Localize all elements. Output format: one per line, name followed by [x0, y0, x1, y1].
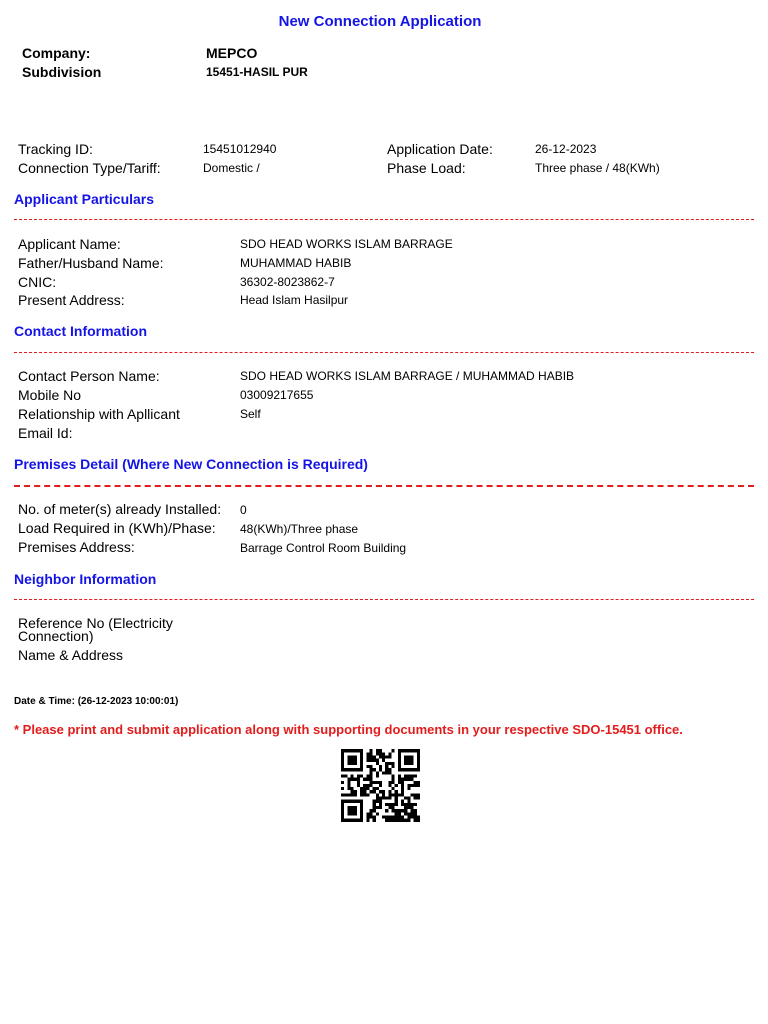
date-time-stamp: Date & Time: (26-12-2023 10:00:01)	[14, 696, 179, 707]
tracking-id-value: 15451012940	[203, 142, 277, 156]
section-neighbor-information: Neighbor Information	[14, 571, 157, 587]
name-address-label: Name & Address	[18, 647, 124, 663]
section-premises-detail: Premises Detail (Where New Connection is Required)	[14, 456, 368, 472]
father-name-label: Father/Husband Name:	[18, 255, 164, 271]
contact-person-value: SDO HEAD WORKS ISLAM BARRAGE / MUHAMMAD HABIB	[240, 369, 575, 383]
premises-address-value: Barrage Control Room Building	[240, 541, 407, 555]
mobile-label: Mobile No	[18, 387, 82, 403]
mobile-value: 03009217655	[240, 388, 314, 402]
subdivision-label: Subdivision	[22, 64, 102, 80]
section-divider	[14, 219, 754, 220]
section-divider	[14, 599, 754, 600]
relationship-value: Self	[240, 407, 261, 421]
connection-type-value: Domestic /	[203, 161, 260, 175]
section-divider	[14, 352, 754, 353]
email-label: Email Id:	[18, 425, 73, 441]
phase-load-label: Phase Load:	[387, 160, 466, 176]
father-name-value: MUHAMMAD HABIB	[240, 256, 352, 270]
present-address-value: Head Islam Hasilpur	[240, 293, 349, 307]
qr-code-icon	[341, 749, 420, 822]
connection-type-label: Connection Type/Tariff:	[18, 160, 161, 176]
contact-person-label: Contact Person Name:	[18, 368, 160, 384]
page-title: New Connection Application	[278, 13, 482, 30]
submission-notice: * Please print and submit application along with supporting documents in your respective SDO-15451 office.	[14, 722, 683, 737]
load-required-label: Load Required in (KWh)/Phase:	[18, 520, 216, 536]
phase-load-value: Three phase / 48(KWh)	[535, 161, 660, 175]
application-date-label: Application Date:	[387, 141, 493, 157]
applicant-name-value: SDO HEAD WORKS ISLAM BARRAGE	[240, 237, 453, 251]
subdivision-value: 15451-HASIL PUR	[206, 65, 308, 79]
section-contact-information: Contact Information	[14, 323, 147, 339]
premises-address-label: Premises Address:	[18, 539, 135, 555]
company-value: MEPCO	[206, 45, 258, 61]
section-divider	[14, 485, 754, 487]
reference-no-label: Reference No (Electricity Connection)	[18, 615, 173, 644]
company-label: Company:	[22, 45, 91, 61]
applicant-name-label: Applicant Name:	[18, 236, 121, 252]
tracking-id-label: Tracking ID:	[18, 141, 93, 157]
cnic-label: CNIC:	[18, 274, 57, 290]
meters-installed-label: No. of meter(s) already Installed:	[18, 501, 222, 517]
application-date-value: 26-12-2023	[535, 142, 597, 156]
load-required-value: 48(KWh)/Three phase	[240, 522, 359, 536]
present-address-label: Present Address:	[18, 292, 125, 308]
meters-installed-value: 0	[240, 503, 247, 517]
section-applicant-particulars: Applicant Particulars	[14, 191, 155, 207]
cnic-value: 36302-8023862-7	[240, 275, 335, 289]
relationship-label: Relationship with Apllicant	[18, 406, 180, 422]
